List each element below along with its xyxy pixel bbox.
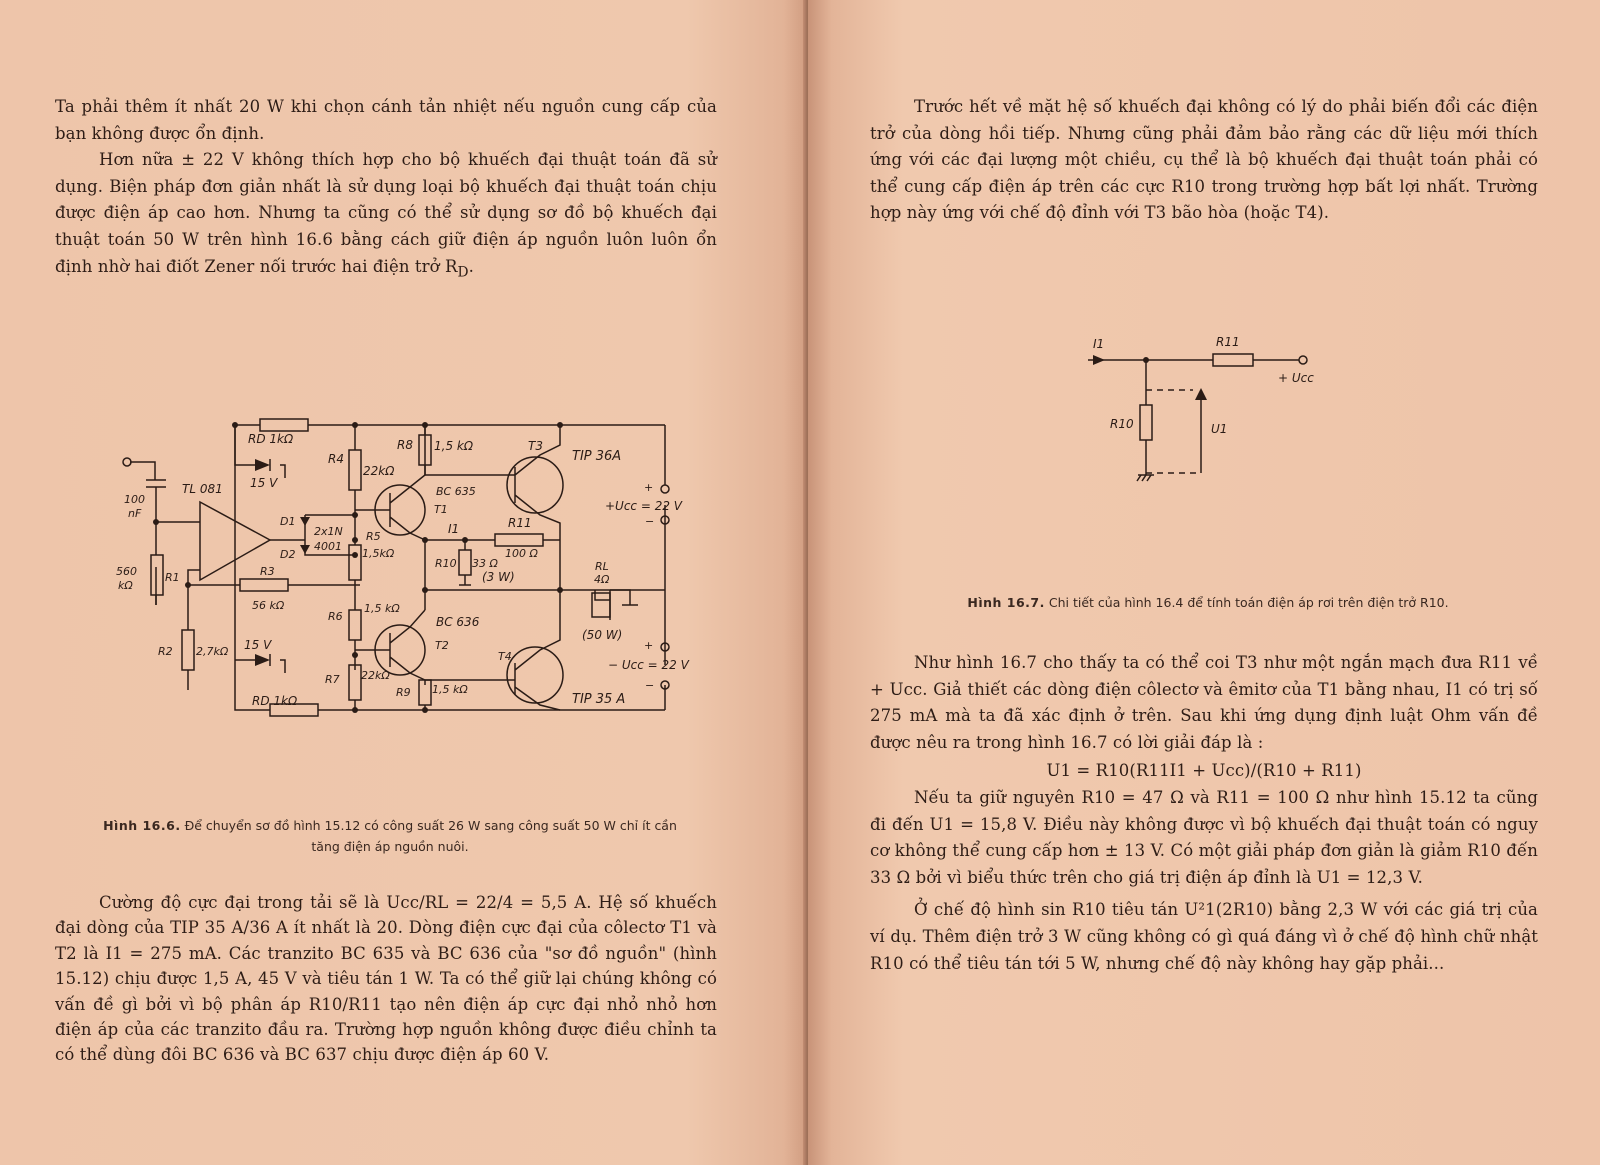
label-r1-value-2: kΩ bbox=[118, 579, 133, 592]
caption-text: Để chuyển sơ đồ hình 15.12 có công suất 26 W sang công suất 50 W chỉ ít cần tăng điện áp nguồn nuôi. bbox=[184, 818, 677, 854]
label-r9-value: 1,5 kΩ bbox=[432, 683, 468, 696]
label-rd-top: RD 1kΩ bbox=[248, 432, 294, 446]
label-minus-1: − bbox=[645, 515, 655, 528]
label-minus-2: − bbox=[645, 679, 655, 692]
label-vcc-positive: +Ucc = 22 V bbox=[605, 499, 683, 513]
junction-dot bbox=[1143, 357, 1149, 363]
label-r2-value: 2,7kΩ bbox=[196, 645, 229, 658]
label-d2: D2 bbox=[280, 548, 296, 561]
label-r4-value: 22kΩ bbox=[363, 464, 395, 478]
label-diodes-1: 2x1N bbox=[314, 525, 343, 538]
label-u1: U1 bbox=[1211, 422, 1228, 436]
right-bottom-text bbox=[870, 650, 1538, 977]
label-r2: R2 bbox=[158, 645, 173, 658]
paragraph: Trước hết về mặt hệ số khuếch đại không có lý do phải biến đổi các điện trở của dòng hồi tiếp. Nhưng cũng phải đảm bảo rằng các dữ liệu mới thích ứng với các đại lượng một chiều, cụ thể là bộ khuếch đại thuật toán phải có thể cung cấp điện áp trên các cực R10 trong trường hợp bất lợi nhất. Trường hợp này ứng với chế độ đỉnh với T3 bão hòa (hoặc T4). bbox=[870, 97, 1538, 223]
right-page bbox=[808, 0, 1600, 1165]
label-plus-1: + bbox=[644, 481, 654, 494]
label-t3: T3 bbox=[528, 439, 543, 453]
figure-16-7-schematic bbox=[1083, 330, 1343, 490]
label-r10-power: (3 W) bbox=[482, 570, 515, 584]
label-zener-top: 15 V bbox=[250, 476, 278, 490]
paragraph: Cường độ cực đại trong tải sẽ là Ucc/RL = 22/4 = 5,5 A. Hệ số khuếch đại dòng của TIP 35 A/36 A ít nhất là 20. Dòng điện cực đại của côlectơ T1 và T2 là I1 = 275 mA. Các tranzito BC 635 và BC 636 của "sơ đồ nguồn" (hình 15.12) chịu được 1,5 A, 45 V và tiêu tán 1 W. Ta có thể giữ lại chúng không có vấn đề gì bởi vì bộ phân áp R10/R11 tạo nên điện áp cực đại nhỏ nhỏ hơn điện áp của các tranzito đầu ra. Trường hợp nguồn không được điều chỉnh ta có thể dùng đôi BC 636 và BC 637 chịu được điện áp 60 V. bbox=[55, 893, 717, 1065]
label-r7: R7 bbox=[325, 673, 340, 686]
label-r11-value: 100 Ω bbox=[505, 547, 538, 560]
left-bottom-text bbox=[55, 890, 717, 1068]
paragraph-end: . bbox=[468, 256, 474, 276]
label-rd-bottom: RD 1kΩ bbox=[252, 694, 298, 708]
label-r3-value: 56 kΩ bbox=[252, 599, 285, 612]
paragraph: Như hình 16.7 cho thấy ta có thể coi T3 như một ngắn mạch đưa R11 về + Ucc. Giả thiết các dòng điện côlectơ và êmitơ của T1 bằng nhau, I1 có trị số 275 mA mà ta đã xác định ở trên. Sau khi ứng dụng định luật Ohm vấn đề được nêu ra trong hình 16.7 có lời giải đáp là : bbox=[870, 653, 1538, 752]
left-top-text bbox=[55, 94, 717, 285]
figure-caption bbox=[90, 815, 690, 857]
label-t1: T1 bbox=[434, 503, 448, 516]
voltage-arrow bbox=[1195, 388, 1207, 400]
label-r11: R11 bbox=[1216, 335, 1240, 349]
label-r6: R6 bbox=[328, 610, 343, 623]
caption-label: Hình 16.6. bbox=[103, 818, 181, 833]
subscript: D bbox=[457, 263, 469, 280]
label-r5: R5 bbox=[366, 530, 381, 543]
right-top-text bbox=[870, 94, 1538, 227]
label-r9: R9 bbox=[396, 686, 411, 699]
label-t2: T2 bbox=[435, 639, 449, 652]
label-rl: RL bbox=[595, 560, 609, 573]
paragraph: Ở chế độ hình sin R10 tiêu tán U²1(2R10) bằng 2,3 W với các giá trị của ví dụ. Thêm điện trở 3 W cũng không có gì quá đáng vì ở chế độ hình chữ nhật R10 có thể tiêu tán tới 5 W, nhưng chế độ này không hay gặp phải... bbox=[870, 900, 1538, 973]
diode-symbols bbox=[255, 459, 310, 666]
paragraph: Nếu ta giữ nguyên R10 = 47 Ω và R11 = 100 Ω như hình 15.12 ta cũng đi đến U1 = 15,8 V. Điều này không được vì bộ khuếch đại thuật toán có nguy cơ không thể cung cấp hơn ± 13 V. Có một giải pháp đơn giản là giảm R10 đến 33 Ω bởi vì biểu thức trên cho giá trị điện áp đỉnh là U1 = 12,3 V. bbox=[870, 787, 1539, 887]
label-r10-value: 33 Ω bbox=[472, 557, 498, 570]
label-rl-value: 4Ω bbox=[594, 573, 610, 586]
figure-16-6-schematic bbox=[110, 405, 710, 735]
label-tip36: TIP 36A bbox=[572, 449, 622, 464]
label-t4: T4 bbox=[498, 650, 512, 663]
label-r4: R4 bbox=[328, 452, 344, 466]
paragraph-text: Hơn nữa ± 22 V không thích hợp cho bộ khuếch đại thuật toán đã sử dụng. Biện pháp đơn giản nhất là sử dụng loại bộ khuếch đại thuật toán chịu được điện áp cao hơn. Nhưng ta cũng có thể sử dụng sơ đồ bộ khuếch đại thuật toán 50 W trên hình 16.6 bằng cách giữ điện áp nguồn luôn luôn ổn định nhờ hai điốt Zener nối trước hai điện trở R bbox=[55, 150, 717, 276]
label-i1: I1 bbox=[1093, 337, 1105, 351]
label-tip35: TIP 35 A bbox=[572, 692, 626, 707]
label-tl081: TL 081 bbox=[182, 482, 223, 496]
label-r11: R11 bbox=[508, 516, 532, 530]
label-vcc-negative: − Ucc = 22 V bbox=[608, 658, 689, 672]
label-zener-bottom: 15 V bbox=[244, 638, 272, 652]
label-ucc: + Ucc bbox=[1278, 371, 1314, 385]
label-r7-value: 22kΩ bbox=[361, 669, 390, 682]
formula: U1 = R10(R11I1 + Ucc)/(R10 + R11) bbox=[1046, 761, 1362, 781]
label-c-value-1: 100 bbox=[124, 493, 145, 506]
figure-caption bbox=[953, 592, 1463, 613]
circuit-dots bbox=[153, 422, 563, 713]
label-bc635: BC 635 bbox=[436, 485, 476, 498]
label-r1-value-1: 560 bbox=[116, 565, 137, 578]
label-r8-value: 1,5 kΩ bbox=[434, 439, 474, 453]
label-r8: R8 bbox=[397, 438, 413, 452]
label-r6-value: 1,5 kΩ bbox=[364, 602, 400, 615]
label-c-value-2: nF bbox=[128, 507, 142, 520]
label-r3: R3 bbox=[260, 565, 275, 578]
label-d1: D1 bbox=[280, 515, 296, 528]
caption-text: Chi tiết của hình 16.4 để tính toán điện áp rơi trên điện trở R10. bbox=[1048, 595, 1449, 610]
label-r1: R1 bbox=[165, 571, 180, 584]
label-r10: R10 bbox=[1110, 417, 1134, 431]
caption-label: Hình 16.7. bbox=[967, 595, 1045, 610]
paragraph bbox=[55, 147, 717, 285]
label-diodes-2: 4001 bbox=[314, 540, 342, 553]
terminal bbox=[1299, 356, 1307, 364]
label-i1: I1 bbox=[448, 522, 460, 536]
label-plus-2: + bbox=[644, 639, 654, 652]
label-bc636: BC 636 bbox=[436, 615, 480, 629]
paragraph: Ta phải thêm ít nhất 20 W khi chọn cánh tản nhiệt nếu nguồn cung cấp của bạn không được ổn định. bbox=[55, 97, 717, 143]
label-rl-power: (50 W) bbox=[582, 628, 623, 642]
current-arrow bbox=[1093, 355, 1105, 365]
label-r5-value: 1,5kΩ bbox=[362, 547, 395, 560]
label-r10: R10 bbox=[435, 557, 457, 570]
